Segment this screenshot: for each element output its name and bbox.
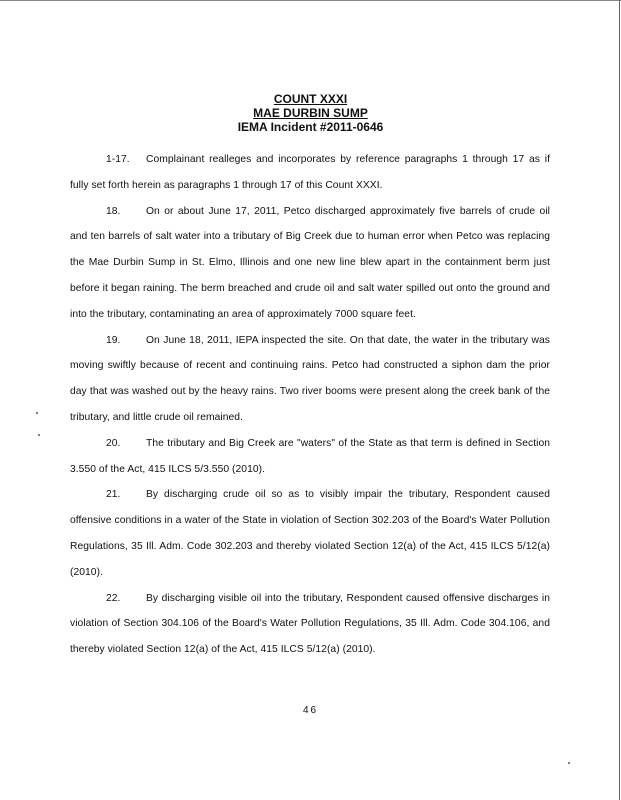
- scan-speck: [36, 412, 38, 414]
- incident-title: IEMA Incident #2011-0646: [237, 120, 384, 134]
- paragraph-number: 22.: [106, 592, 121, 604]
- document-body: [70, 147, 550, 663]
- paragraph-text: On June 18, 2011, IEPA inspected the site. On that date, the water in the tributary was moving swiftly because of recent and continuing rains. Petco had constructed a siphon dam the prior day that was washed out by the heavy rains. Two river booms were present along the creek bank of the tributary, and little crude oil remained.: [70, 334, 550, 423]
- count-heading: [0, 92, 621, 134]
- paragraph-text: By discharging visible oil into the tributary, Respondent caused offensive discharges in violation of Section 304.106 of the Board's Water Pollution Regulations, 35 Ill. Adm. Code 304.106, and thereby violated Section 12(a) of the Act, 415 ILCS 5/12(a) (2010).: [70, 592, 550, 656]
- scan-edge-top: [0, 0, 621, 1]
- paragraph-number: 21.: [106, 489, 121, 501]
- paragraph-number: 20.: [106, 437, 121, 449]
- scan-speck: [38, 434, 40, 436]
- paragraph-21: [70, 482, 550, 585]
- paragraph-18: [70, 199, 550, 328]
- paragraph-text: On or about June 17, 2011, Petco discharged approximately five barrels of crude oil and ten barrels of salt water into a tributary of Big Creek due to human error when Petco was replacing the Mae Durbin Sump in St. Elmo, Illinois and one new line blew apart in the containment berm just before it began raining. The berm breached and crude oil and salt water spilled out onto the ground and into the tributary, contaminating an area of approximately 7000 square feet.: [70, 205, 550, 320]
- count-title: COUNT XXXI: [273, 92, 348, 106]
- paragraph-number: 1-17.: [106, 154, 130, 165]
- site-title: MAE DURBIN SUMP: [253, 106, 368, 120]
- page-number: 46: [302, 705, 319, 716]
- paragraph-text: The tributary and Big Creek are "waters" of the State as that term is defined in Section 3.550 of the Act, 415 ILCS 5/3.550 (2010).: [70, 437, 550, 475]
- scan-speck: [568, 762, 570, 764]
- paragraph-1-17: [70, 147, 550, 199]
- paragraph-number: 19.: [106, 334, 121, 346]
- paragraph-19: [70, 328, 550, 431]
- paragraph-number: 18.: [106, 205, 121, 217]
- paragraph-text: By discharging crude oil so as to visibly impair the tributary, Respondent caused offensive conditions in a water of the State in violation of Section 302.203 of the Board's Water Pollution Regulations, 35 Ill. Adm. Code 302.203 and thereby violated Section 12(a) of the Act, 415 ILCS 5/12(a) (2010).: [70, 489, 550, 578]
- paragraph-text: Complainant realleges and incorporates by reference paragraphs 1 through 17 as if fully set forth herein as paragraphs 1 through 17 of this Count XXXI.: [70, 154, 550, 191]
- paragraph-22: [70, 586, 550, 663]
- paragraph-20: [70, 431, 550, 483]
